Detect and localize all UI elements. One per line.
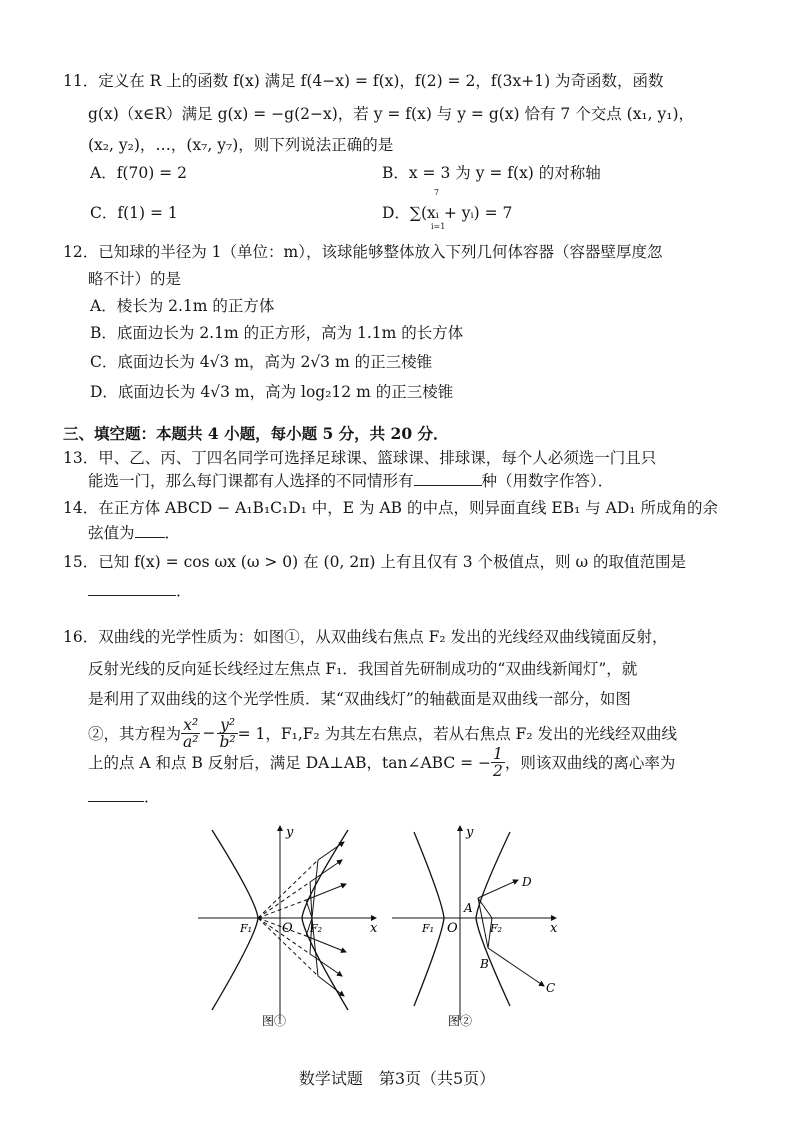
- fig1-x-label: x: [370, 921, 378, 936]
- q16-line1: 16．双曲线的光学性质为：如图①，从双曲线右焦点 F₂ 发出的光线经双曲线镜面反射，: [63, 628, 668, 646]
- q12-line2: 略不计）的是: [88, 270, 182, 288]
- q11-option-a: A．f(70) = 2: [90, 164, 187, 182]
- q11-option-d: D．∑(xᵢ + yᵢ) = 7: [382, 204, 513, 222]
- q16-frac2-denominator: b²: [219, 732, 236, 751]
- q16-line5-suffix: ，则该双曲线的离心率为: [504, 754, 676, 772]
- q11-line2: g(x)（x∈R）满足 g(x) = −g(2−x)，若 y = f(x) 与 y = g(x) 恰有 7 个交点 (x₁, y₁)，: [88, 105, 695, 123]
- fig2-point-d-label: D: [522, 875, 532, 889]
- q16-frac1-numerator: x²: [181, 717, 200, 734]
- q11-line3: (x₂, y₂)，…，(x₇, y₇)，则下列说法正确的是: [88, 136, 394, 154]
- q13-text-after-blank: 种（用数字作答）．: [481, 472, 614, 490]
- q14-line1: 14．在正方体 ABCD − A₁B₁C₁D₁ 中，E 为 AB 的中点，则异面直线 EB₁ 与 AD₁ 所成角的余: [63, 499, 718, 517]
- q12-option-c: C．底面边长为 4√3 m，高为 2√3 m 的正三棱锥: [90, 353, 433, 371]
- q14-answer-blank: [135, 523, 165, 538]
- q15-answer-blank: [88, 581, 176, 596]
- q16-minus-sign: −: [202, 724, 216, 742]
- fig1-caption: 图①: [262, 1014, 287, 1028]
- q11-sum-lower-limit: i=1: [431, 222, 446, 231]
- q13-text-before-blank: 能选一门，那么每门课都有人选择的不同情形有: [88, 472, 414, 490]
- q16-line4-suffix: = 1，F₁,F₂ 为其左右焦点，若从右焦点 F₂ 发出的光线经双曲线: [237, 725, 678, 743]
- fig1-origin-label: O: [282, 921, 293, 936]
- fig2-y-label: y: [466, 825, 474, 840]
- fig1-y-label: y: [286, 825, 294, 840]
- q12-option-a: A．棱长为 2.1m 的正方体: [90, 297, 275, 315]
- q12-line1: 12．已知球的半径为 1（单位：m），该球能够整体放入下列几何体容器（容器壁厚度忽: [63, 243, 663, 261]
- fig2-point-b-label: B: [480, 957, 489, 971]
- q15-period: ．: [176, 582, 192, 600]
- fig2-origin-label: O: [447, 921, 458, 936]
- figure-2-hyperbola-lamp: [392, 820, 572, 1040]
- q11-sum-upper-limit: 7: [434, 188, 440, 197]
- fig1-f2-label: F₂: [310, 922, 323, 935]
- fig2-x-label: x: [550, 921, 558, 936]
- q16-answer-blank: [88, 787, 144, 802]
- figure-1-hyperbola-optics: [198, 820, 388, 1040]
- q16-frac1-denominator: a²: [183, 732, 199, 751]
- q16-fraction-one-half: [491, 746, 505, 779]
- fig2-right-branch: [476, 832, 510, 1006]
- q16-line2: 反射光线的反向延长线经过左焦点 F₁．我国首先研制成功的“双曲线新闻灯”，就: [88, 660, 638, 678]
- q16-line4-prefix: ②，其方程为: [88, 725, 182, 743]
- q12-option-d: D．底面边长为 4√3 m，高为 log₂12 m 的正三棱锥: [90, 383, 454, 401]
- fig1-left-branch: [212, 830, 258, 1010]
- q16-line3: 是利用了双曲线的这个光学性质．某“双曲线灯”的轴截面是双曲线一部分，如图: [88, 690, 631, 708]
- q16-tan-line: [88, 740, 675, 784]
- page-footer: 数学试题 第3页（共5页）: [298, 1069, 496, 1088]
- fig2-point-a-label: A: [464, 901, 473, 915]
- q16-frac2-numerator: y²: [217, 717, 237, 734]
- q14-text-after-blank: ．: [164, 524, 181, 542]
- fig1-f1-label: F₁: [240, 922, 253, 935]
- q16-line6: [88, 786, 160, 808]
- section-3-heading: 三、填空题：本题共 4 小题，每小题 5 分，共 20 分．: [63, 424, 449, 443]
- fig2-point-c-label: C: [546, 981, 556, 995]
- q13-line1: 13．甲、乙、丙、丁四名同学可选择足球课、篮球课、排球课，每个人必须选一门且只: [63, 449, 657, 467]
- q11-line1: 11．定义在 R 上的函数 f(x) 满足 f(4−x) = f(x)，f(2) = 2，f(3x+1) 为奇函数，函数: [63, 72, 664, 90]
- q15-line2: [88, 580, 192, 602]
- fig1-right-branch: [302, 830, 348, 1010]
- q15-line1: 15．已知 f(x) = cos ωx (ω > 0) 在 (0, 2π) 上有且仅有 3 个极值点，则 ω 的取值范围是: [63, 553, 687, 571]
- q13-line2: [88, 470, 613, 492]
- q16-frac3-denominator: 2: [493, 761, 503, 780]
- fig2-f1-label: F₁: [422, 922, 435, 935]
- q14-text-before-blank: 弦值为: [88, 524, 135, 542]
- q16-frac3-numerator: 1: [493, 744, 503, 763]
- q16-line5-prefix: 上的点 A 和点 B 反射后，满足 DA⊥AB，tan∠ABC = −: [88, 754, 492, 772]
- fig2-caption: 图②: [448, 1014, 473, 1028]
- q11-option-c: C．f(1) = 1: [90, 204, 178, 222]
- fig2-f2-label: F₂: [490, 922, 503, 935]
- q14-line2: [88, 522, 180, 544]
- fig2-left-branch: [414, 832, 444, 1006]
- q11-option-b: B．x = 3 为 y = f(x) 的对称轴: [382, 164, 601, 182]
- q16-period: ．: [144, 788, 160, 806]
- q13-answer-blank: [414, 471, 482, 486]
- q12-option-b: B．底面边长为 2.1m 的正方形，高为 1.1m 的长方体: [90, 324, 464, 342]
